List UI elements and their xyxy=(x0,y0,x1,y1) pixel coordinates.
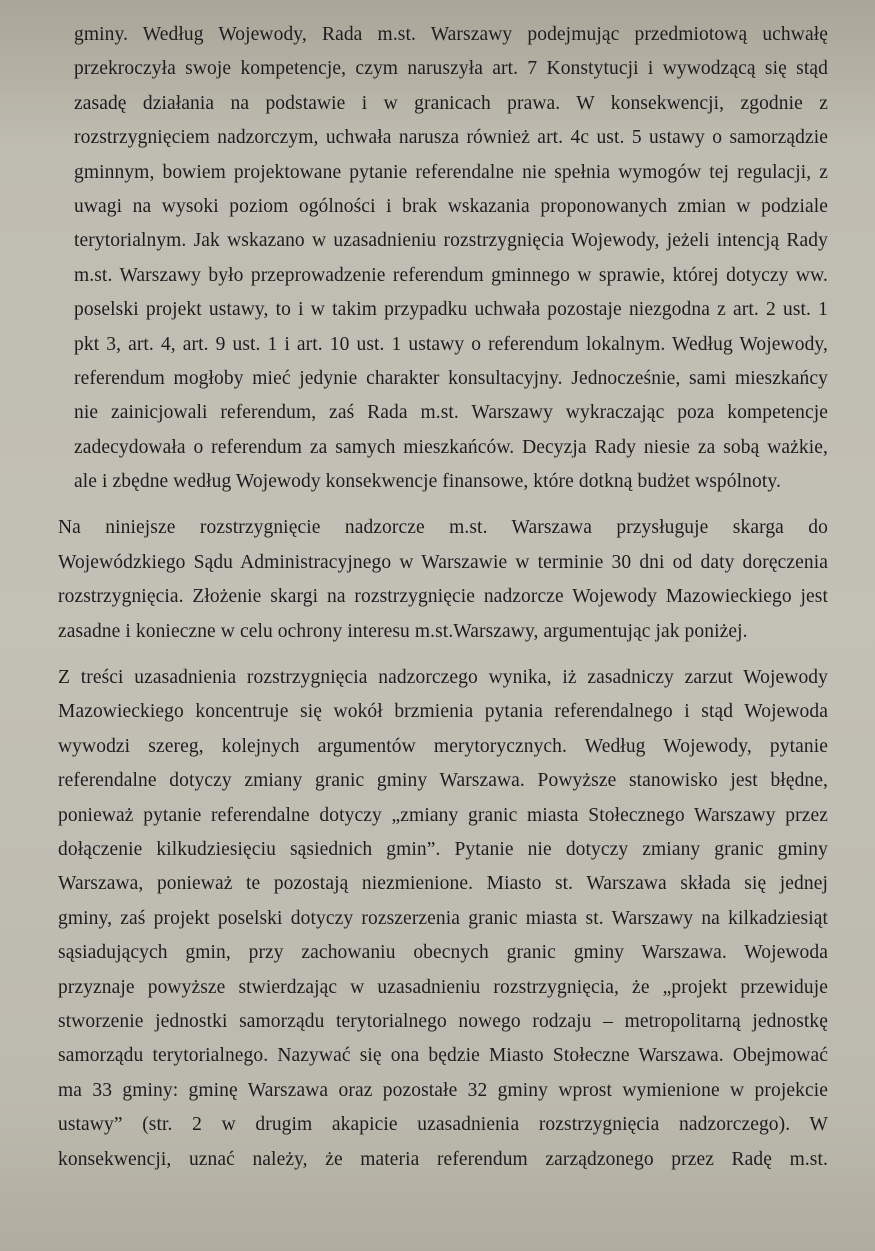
text-line: referendum mogłoby mieć jedynie charakter konsultacyjny. Jednocześnie, sami mieszkańcy xyxy=(74,367,828,389)
text-line: zasadę działania na podstawie i w granicach prawa. W konsekwencji, zgodnie z xyxy=(74,92,828,114)
text-line: zadecydowała o referendum za samych mieszkańców. Decyzja Rady niesie za sobą ważkie, xyxy=(74,436,828,458)
paragraph-gap xyxy=(58,499,828,511)
text-line: gminy, zaś projekt poselski dotyczy rozszerzenia granic miasta st. Warszawy na kilkadziesiąt xyxy=(58,907,828,929)
text-line: m.st. Warszawy było przeprowadzenie referendum gminnego w sprawie, której dotyczy ww. xyxy=(74,264,828,286)
text-line: Mazowieckiego koncentruje się wokół brzmienia pytania referendalnego i stąd Wojewoda xyxy=(58,701,828,723)
text-line: gminy. Według Wojewody, Rada m.st. Warszawy podejmując przedmiotową uchwałę xyxy=(74,24,828,45)
text-line: konsekwencji, uznać należy, że materia referendum zarządzonego przez Radę m.st. xyxy=(58,1148,828,1170)
text-line: sąsiadujących gmin, przy zachowaniu obecnych granic gminy Warszawa. Wojewoda xyxy=(58,942,828,964)
text-line: samorządu terytorialnego. Nazywać się ona będzie Miasto Stołeczne Warszawa. Obejmować xyxy=(58,1045,828,1067)
text-line: referendalne dotyczy zmiany granic gminy Warszawa. Powyższe stanowisko jest błędne, xyxy=(58,770,828,792)
paragraph-complaint-right xyxy=(58,511,828,649)
text-line: gminnym, bowiem projektowane pytanie referendalne nie spełnia wymogów tej regulacji, z xyxy=(74,161,828,183)
text-line: rozstrzygnięciem nadzorczym, uchwała narusza również art. 4c ust. 5 ustawy o samorządzie xyxy=(74,127,828,149)
text-line: ustawy” (str. 2 w drugim akapicie uzasadnienia rozstrzygnięcia nadzorczego). W xyxy=(58,1114,828,1136)
text-line: Na niniejsze rozstrzygnięcie nadzorcze m.st. Warszawa przysługuje skarga do xyxy=(58,517,828,539)
paragraph-voivode-reasoning xyxy=(58,18,828,499)
text-line: ale i zbędne według Wojewody konsekwencje finansowe, które dotkną budżet wspólnoty. xyxy=(74,471,781,493)
text-line: przekroczyła swoje kompetencje, czym naruszyła art. 7 Konstytucji i wywodzącą się stąd xyxy=(74,58,828,80)
text-line: poselski projekt ustawy, to i w takim przypadku uchwała pozostaje niezgodna z art. 2 ust. 1 xyxy=(74,299,828,321)
text-line: pkt 3, art. 4, art. 9 ust. 1 i art. 10 ust. 1 ustawy o referendum lokalnym. Według Wojewody, xyxy=(74,333,828,355)
text-line: stworzenie jednostki samorządu terytorialnego nowego rodzaju – metropolitarną jednostkę xyxy=(58,1010,828,1032)
text-line: nie zainicjowali referendum, zaś Rada m.st. Warszawy wykraczając poza kompetencje xyxy=(74,402,828,424)
text-line: zasadne i konieczne w celu ochrony interesu m.st.Warszawy, argumentując jak poniżej. xyxy=(58,620,748,642)
text-line: terytorialnym. Jak wskazano w uzasadnieniu rozstrzygnięcia Wojewody, jeżeli intencją Rady xyxy=(74,230,828,252)
document-page xyxy=(58,18,828,1177)
text-line: ma 33 gminy: gminę Warszawa oraz pozostałe 32 gminy wprost wymienione w projekcie xyxy=(58,1079,828,1101)
text-line: Wojewódzkiego Sądu Administracyjnego w Warszawie w terminie 30 dni od daty doręczenia xyxy=(58,551,828,573)
text-line: Z treści uzasadnienia rozstrzygnięcia nadzorczego wynika, iż zasadniczy zarzut Wojewody xyxy=(58,667,828,689)
text-line: ponieważ pytanie referendalne dotyczy „zmiany granic miasta Stołecznego Warszawy przez xyxy=(58,804,828,826)
text-line: wywodzi szereg, kolejnych argumentów merytorycznych. Według Wojewody, pytanie xyxy=(58,735,828,757)
text-line: Warszawa, ponieważ te pozostają niezmienione. Miasto st. Warszawa składa się jednej xyxy=(58,873,828,895)
paragraph-argument xyxy=(58,661,828,1177)
text-line: uwagi na wysoki poziom ogólności i brak wskazania proponowanych zmian w podziale xyxy=(74,195,828,217)
paragraph-gap xyxy=(58,649,828,661)
text-line: dołączenie kilkudziesięciu sąsiednich gmin”. Pytanie nie dotyczy zmiany granic gminy xyxy=(58,838,828,860)
text-line: przyznaje powyższe stwierdzając w uzasadnieniu rozstrzygnięcia, że „projekt przewiduje xyxy=(58,976,828,998)
text-line: rozstrzygnięcia. Złożenie skargi na rozstrzygnięcie nadzorcze Wojewody Mazowieckiego jest xyxy=(58,586,828,608)
